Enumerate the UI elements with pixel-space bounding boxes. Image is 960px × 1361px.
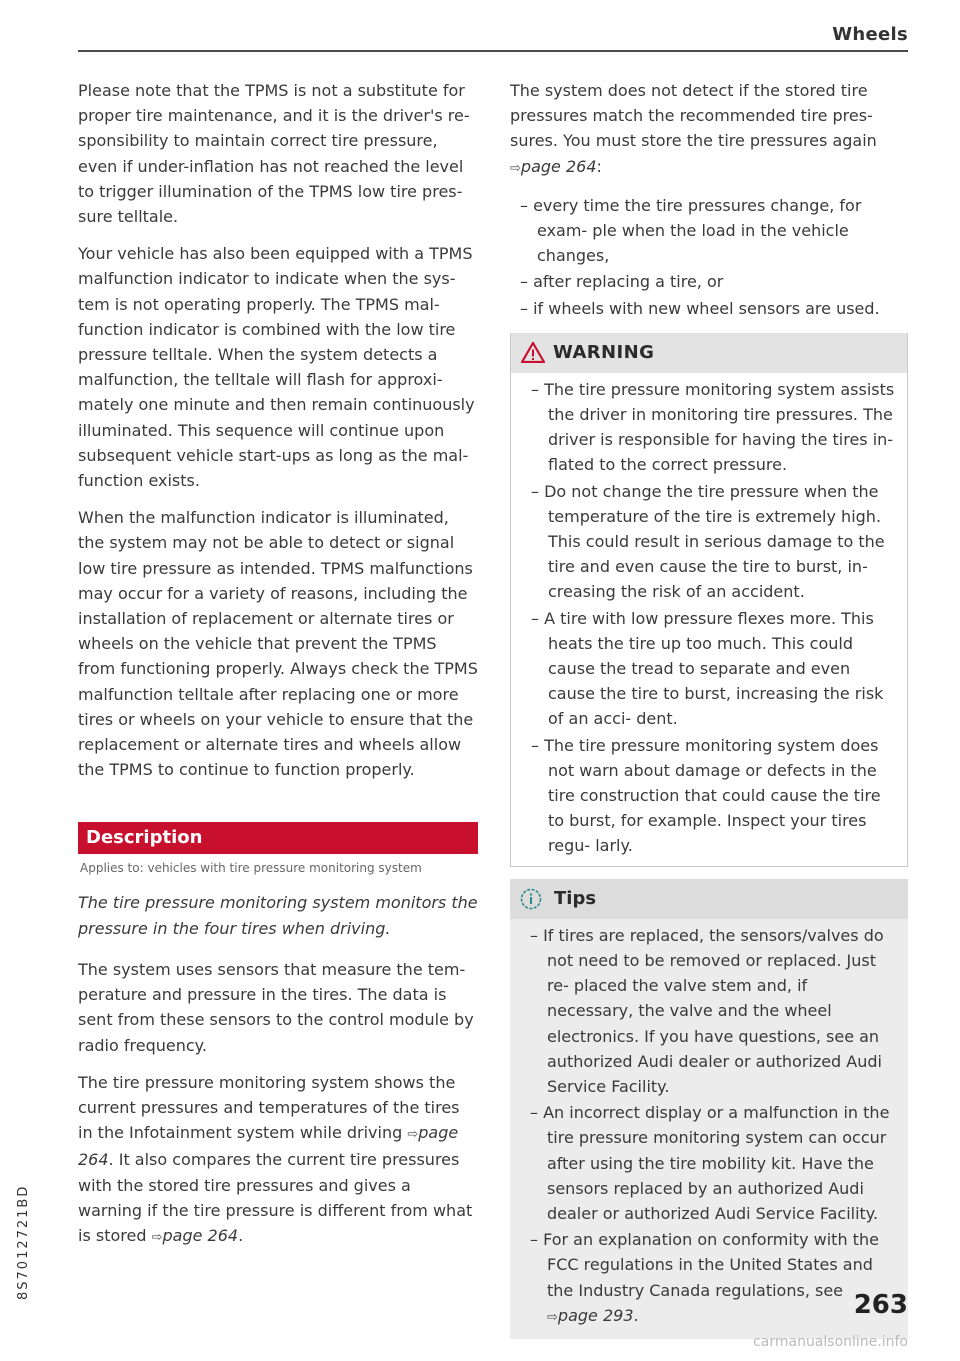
paragraph-text: . <box>238 1225 244 1245</box>
warning-header <box>511 333 907 373</box>
body-paragraph <box>78 1070 478 1250</box>
warning-title: WARNING <box>553 342 655 364</box>
list-item: – if wheels with new wheel sensors are used. <box>520 298 880 318</box>
reference-arrow-icon: ⇨ <box>407 1127 419 1143</box>
tips-item: – An incorrect display or a malfunction in the tire pressure monitoring system can occur after using the tire mobility kit. Have the sensors replaced by an authorized Audi dealer or authorized Audi Service Facility. <box>530 1103 890 1223</box>
document-code: 8S7012721BD <box>16 1184 31 1300</box>
paragraph-text: The system does not detect if the stored tire pressures match the recommended tire pres- sures. You must store the tire pressures again <box>510 81 877 151</box>
list-item: – after replacing a tire, or <box>520 272 724 292</box>
body-paragraph: Your vehicle has also been equipped with a TPMS malfunction indicator to indicate when the sys- tem is not operating properly. The TPMS mal- function indicator is combined with the low tire pressure telltale. When the system detects a malfunction, the telltale will flash for approxi- mately one minute and then remain continuously illuminated. This sequence will continue upon subsequent vehicle start-ups as long as the mal- function exists. <box>78 244 475 491</box>
warning-triangle-icon <box>521 342 545 363</box>
applies-to-note: Applies to: vehicles with tire pressure monitoring system <box>80 861 422 876</box>
page-reference-label: page 264 <box>162 1225 239 1245</box>
description-heading: Description <box>78 822 478 854</box>
tips-item <box>520 1227 898 1330</box>
page-reference-label: page 264 <box>78 1123 459 1170</box>
warning-item: – The tire pressure monitoring system assists the driver in monitoring tire pressures. The driver is responsible for having the tires in- flated to the correct pressure. <box>531 379 895 475</box>
warning-item: – Do not change the tire pressure when the temperature of the tire is extremely high. This could result in serious damage to the tire and even cause the tire to burst, in- creasing the risk of an accident. <box>531 481 885 602</box>
page-reference-link[interactable] <box>152 1226 239 1245</box>
reference-arrow-icon: ⇨ <box>151 1229 163 1245</box>
right-column <box>510 78 908 1339</box>
warning-item: – The tire pressure monitoring system does not warn about damage or defects in the tire construction that could cause the tire to burst, for example. Inspect your tires regu- larly. <box>531 735 881 856</box>
page-reference-label: page 264 <box>520 156 597 176</box>
tips-header <box>510 879 908 919</box>
list-item: – every time the tire pressures change, for exam- ple when the load in the vehicle changes, <box>520 195 862 266</box>
page-number: 263 <box>853 1290 908 1320</box>
info-icon <box>520 888 542 910</box>
watermark: carmanualsonline.info <box>753 1334 908 1350</box>
warning-box <box>510 333 908 867</box>
tips-item-text: – For an explanation on conformity with the FCC regulations in the United States and the Industry Canada regulations, see <box>530 1230 879 1300</box>
paragraph-text: : <box>596 156 602 176</box>
section-header: Wheels <box>832 24 908 45</box>
page-reference-label: page 293 <box>557 1305 634 1325</box>
tips-item-text: . <box>633 1305 639 1325</box>
paragraph-text: . It also compares the current tire pressures with the stored tire pressures and gives a warning if the tire pressure is different from what is stored <box>78 1150 473 1245</box>
body-paragraph: When the malfunction indicator is illuminated, the system may not be able to detect or signal low tire pressure as intended. TPMS malfunctions may occur for a variety of reasons, including the installation of replacement or alternate tires or wheels on the vehicle that prevent the TPMS from functioning properly. Always check the TPMS malfunction telltale after replacing one or more tires or wheels on your vehicle to ensure that the replacement or alternate tires and wheels allow the TPMS to continue to function properly. <box>78 508 478 780</box>
tips-item: – If tires are replaced, the sensors/valves do not need to be removed or replaced. Just re- placed the valve stem and, if necessary, the valve and the wheel electronics. If you have questions, see an authorized Audi dealer or authorized Audi Service Facility. <box>530 925 884 1096</box>
section-intro: The tire pressure monitoring system monitors the pressure in the four tires when driving. <box>78 893 478 938</box>
reference-arrow-icon: ⇨ <box>510 160 521 176</box>
page-reference-link[interactable] <box>510 157 597 176</box>
header-rule <box>78 50 908 52</box>
left-column <box>78 78 478 1262</box>
paragraph-text: The tire pressure monitoring system shows the current pressures and temperatures of the tires in the Infotainment system while driving <box>78 1072 460 1143</box>
tips-box <box>510 879 908 1339</box>
body-paragraph: The system uses sensors that measure the tem- perature and pressure in the tires. The data is sent from these sensors to the control module by radio frequency. <box>78 959 474 1055</box>
tips-title: Tips <box>554 888 597 910</box>
reference-arrow-icon: ⇨ <box>547 1309 558 1325</box>
body-paragraph <box>510 78 908 181</box>
page-reference-link[interactable] <box>547 1306 634 1325</box>
body-paragraph: Please note that the TPMS is not a substitute for proper tire maintenance, and it is the driver's re- sponsibility to maintain correct tire pressure, even if under-inflation has not reached the level to trigger illumination of the TPMS low tire pres- sure telltale. <box>78 81 470 227</box>
warning-item: – A tire with low pressure flexes more. This heats the tire up too much. This could cause the tread to separate and even cause the tire to burst, increasing the risk of an acci- dent. <box>531 608 884 729</box>
